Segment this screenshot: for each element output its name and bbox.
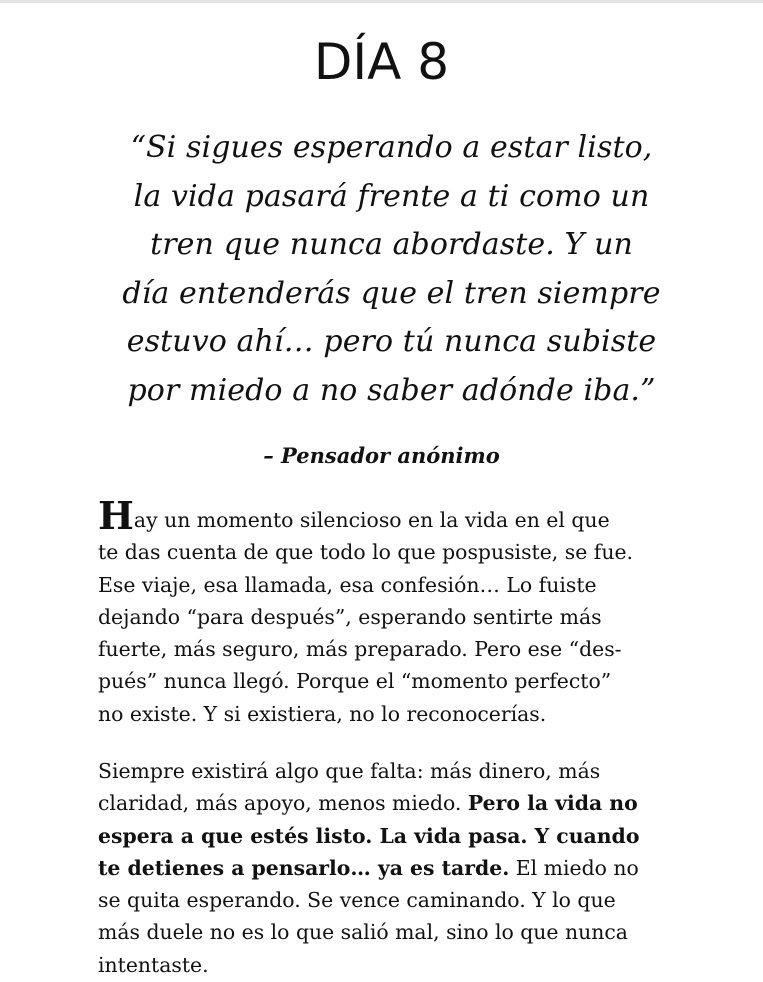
emphasis-text: Pero la vida no xyxy=(467,791,638,816)
paragraph-line xyxy=(98,493,718,538)
quote-line: la vida pasará frente a ti como un xyxy=(133,178,650,214)
paragraph-text: claridad, más apoyo, menos miedo. xyxy=(98,791,468,816)
paragraph-line: dejando “para después”, esperando sentirte más xyxy=(98,604,602,629)
paragraph-line: intentaste. xyxy=(98,952,209,977)
paragraph-line: Siempre existirá algo que falta: más dinero, más xyxy=(98,759,601,783)
paragraph-line: pués” nunca llegó. Porque el “momento perfecto” xyxy=(98,669,612,694)
quote-line: por miedo a no saber adónde iba.” xyxy=(127,372,656,408)
paragraph-line: se quita esperando. Se vence caminando. Y lo que xyxy=(98,888,616,913)
body-paragraph-1 xyxy=(98,493,718,730)
paragraph-text: ay un momento silencioso en la vida en el que xyxy=(133,508,610,532)
drop-cap: H xyxy=(98,493,134,538)
paragraph-line: te das cuenta de que todo lo que pospusiste, se fue. xyxy=(98,540,634,565)
paragraph-line xyxy=(98,787,718,819)
paragraph-line: más duele no es lo que salió mal, sino lo que nunca xyxy=(98,920,628,945)
emphasis-text: te detienes a pensarlo… ya es tarde. xyxy=(98,855,510,880)
quote-line: tren que nunca abordaste. Y un xyxy=(150,227,633,263)
paragraph-line xyxy=(98,852,718,884)
quote-line: día entenderás que el tren siempre xyxy=(122,275,661,311)
quote-line: “Si sigues esperando a estar listo, xyxy=(130,130,653,165)
quote-attribution: – Pensador anónimo xyxy=(263,443,500,468)
paragraph-text: El miedo no xyxy=(509,855,639,880)
paragraph-line: no existe. Y si existiera, no lo reconocerías. xyxy=(98,701,547,726)
paragraph-line: fuerte, más seguro, más preparado. Pero ese “des- xyxy=(98,637,622,662)
emphasis-line: espera a que estés listo. La vida pasa. Y cuando xyxy=(98,823,640,848)
body-paragraph-2 xyxy=(98,755,718,981)
quote-line: estuvo ahí… pero tú nunca subiste xyxy=(126,324,657,360)
chapter-title: DÍA 8 xyxy=(313,33,450,91)
epigraph-quote xyxy=(70,124,713,416)
paragraph-line: Ese viaje, esa llamada, esa confesión… Lo fuiste xyxy=(98,572,597,597)
